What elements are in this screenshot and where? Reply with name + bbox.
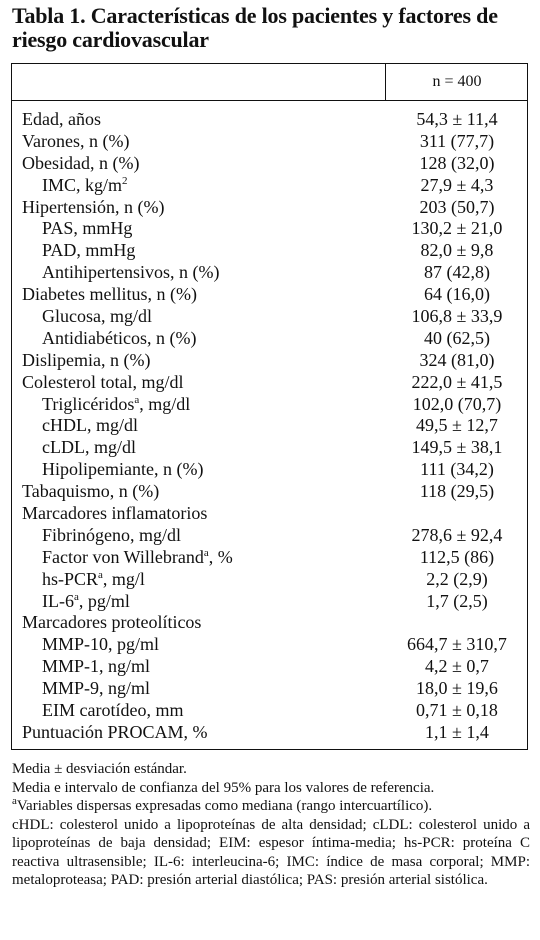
footnote: $^a$Variables dispersas expresadas como mediana (rango intercuartílico). [12,795,433,814]
row-label: Antidiabéticos, n (%) [42,327,197,348]
row-value: 311 (77,7) [419,130,495,151]
row-value: 1,7 (2,5) [426,590,488,611]
row-label: IMC, $kg/m^2$ [42,174,128,195]
row-label: Hipolipemiante, n (%) [42,459,204,480]
row-label: MMP-10, pg/ml [42,634,160,655]
row-label: Fibrinógeno, mg/dl [42,524,181,545]
row-label: MMP-9, ng/ml [42,678,151,699]
row-label: Glucosa, mg/dl [42,306,152,327]
table-row [12,591,527,613]
table-row [12,175,527,197]
table-row [12,218,527,240]
row-value: 222,0 ± 41,5 [411,371,503,392]
table-row [12,240,527,262]
row-value: 278,6 ± 92,4 [411,524,503,545]
table-row [12,394,527,416]
table-row [12,306,527,328]
row-label: Hipertensión, n (%) [22,196,165,217]
footnote: cHDL: colesterol unido a lipoproteínas de alta densidad; cLDL: colesterol unido a lipoproteínas de baja densidad; EIM: espesor íntima-media; hs-PCR: proteína C reactiva ultrasensible; IL-6: interleucina-6; IMC: índice de masa corporal; MMP: metaloproteasa; PAD: presión arterial diastólica; PAS: presión arterial sistólica. [12,816,530,888]
row-value: 27,9 ± 4,3 [420,174,494,195]
row-value: 149,5 ± 38,1 [411,437,503,458]
row-value: 112,5 (86) [419,546,495,567]
row-value: 128 (32,0) [419,152,495,173]
row-label: Marcadores inflamatorios [22,503,208,524]
row-label: PAD, mmHg [42,240,136,261]
row-label: Factor von Willebrand$^a$, % [42,546,233,567]
row-label: Antihipertensivos, n (%) [42,262,220,283]
table-row [12,678,527,700]
row-label: Colesterol total, mg/dl [22,371,184,392]
superscript: a [73,590,79,603]
superscript: a [98,568,103,581]
row-label: Obesidad, n (%) [22,152,140,173]
row-value: 106,8 ± 33,9 [411,306,503,327]
table-row [12,525,527,547]
table-body [12,109,527,744]
row-label: Dislipemia, n (%) [22,349,151,370]
superscript: a [12,795,17,807]
row-value: 82,0 ± 9,8 [420,240,494,261]
table-row [12,612,527,634]
column-header: n = 400 [432,73,482,90]
row-value: 64 (16,0) [424,284,490,305]
footnote: Media e intervalo de confianza del 95% para los valores de referencia. [12,779,435,796]
row-value: 2,2 (2,9) [426,568,488,589]
row-label: EIM carotídeo, mm [42,700,184,721]
row-value: 118 (29,5) [419,481,495,502]
table-row [12,656,527,678]
table-row [12,372,527,394]
row-value: 111 (34,2) [420,459,494,480]
table-row [12,131,527,153]
table-row [12,328,527,350]
row-label: hs-PCR$^a$, mg/l [42,568,145,589]
row-label: Edad, años [22,109,101,129]
table-row [12,547,527,569]
row-label: Varones, n (%) [22,130,130,151]
table-row [12,284,527,306]
row-label: PAS, mmHg [42,218,133,239]
row-value: 54,3 ± 11,4 [416,109,498,129]
row-value: 0,71 ± 0,18 [416,700,498,721]
row-label: cHDL, mg/dl [42,415,138,436]
table-footnotes [12,760,530,890]
footnote: Media ± desviación estándar. [12,761,187,777]
row-value: 1,1 ± 1,4 [425,721,489,742]
row-value: 4,2 ± 0,7 [425,656,489,677]
row-value: 49,5 ± 12,7 [416,415,498,436]
superscript: a [134,393,140,406]
row-value: 664,7 ± 310,7 [407,634,507,655]
table-row [12,722,527,744]
table-row [12,197,527,219]
table-row [12,153,527,175]
row-value: 102,0 (70,7) [412,393,502,414]
table-row [12,503,527,525]
row-label: MMP-1, ng/ml [42,656,151,677]
table-title: Tabla 1. Características de los pacientes y factores de riesgo cardiovascular [12,3,498,52]
row-value: 18,0 ± 19,6 [416,678,498,699]
row-value: 87 (42,8) [424,262,490,283]
row-label: IL-6$^a$, pg/ml [42,590,130,611]
row-value: 324 (81,0) [419,349,495,370]
row-label: Diabetes mellitus, n (%) [22,284,197,305]
row-label: cLDL, mg/dl [42,437,136,458]
table-row [12,437,527,459]
superscript: a [203,546,209,559]
table-row [12,569,527,591]
table-row [12,700,527,722]
table-row [12,415,527,437]
table-row [12,350,527,372]
table-row [12,262,527,284]
table-row [12,109,527,131]
table-row [12,459,527,481]
row-value: 40 (62,5) [424,327,490,348]
row-label: Marcadores proteolíticos [22,612,202,633]
row-label: Tabaquismo, n (%) [22,481,160,502]
header-divider [12,100,527,101]
table-row [12,481,527,503]
data-table [11,63,528,750]
row-label: Puntuación PROCAM, % [22,721,208,742]
row-label: Triglicéridos$^a$, mg/dl [42,393,191,414]
superscript: 2 [122,174,128,187]
row-value: 203 (50,7) [419,196,495,217]
row-value: 130,2 ± 21,0 [411,218,503,239]
table-row [12,634,527,656]
